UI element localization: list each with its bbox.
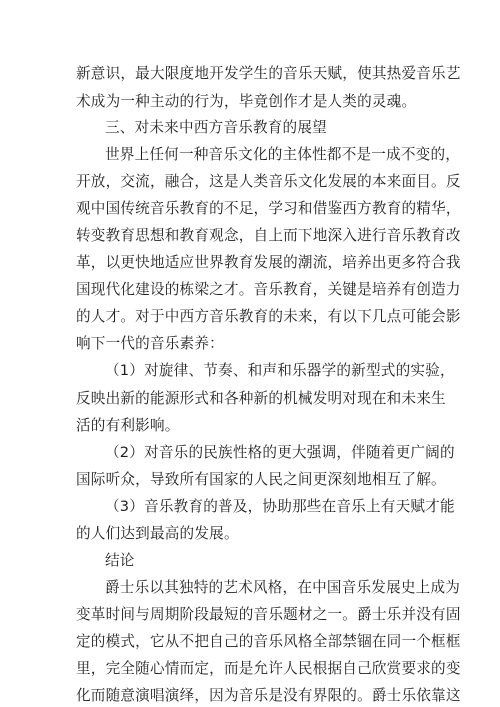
list-item-2: （2）对音乐的民族性格的更大强调，伴随着更广阔的 — [105, 444, 455, 461]
text-line: 爵士乐以其独特的艺术风格，在中国音乐发展史上成为 — [105, 579, 461, 596]
section-heading: 三、对未来中西方音乐教育的展望 — [105, 119, 327, 136]
text-line: 变革时间与周期阶段最短的音乐题材之一。爵士乐并没有固 — [76, 606, 461, 623]
list-item-1: （1）对旋律、节奏、和声和乐器学的新型式的实验， — [105, 362, 455, 379]
text-line: 转变教育思想和教育观念，自上而下地深入进行音乐教育改 — [76, 227, 461, 244]
text-line: 响下一代的音乐素养： — [76, 335, 224, 352]
text-line: 观中国传统音乐教育的不足，学习和借鉴西方教育的精华， — [76, 200, 461, 217]
text-line: 活的有利影响。 — [76, 417, 180, 434]
text-line: 革，以更快地适应世界教育发展的潮流，培养出更多符合我 — [76, 254, 461, 271]
text-line: 国际听众，导致所有国家的人民之间更深刻地相互了解。 — [76, 471, 446, 488]
section-heading: 结论 — [105, 552, 135, 569]
text-line: 的人们达到最高的发展。 — [76, 525, 239, 542]
text-line: 术成为一种主动的行为，毕竟创作才是人类的灵魂。 — [76, 93, 417, 110]
text-line: 的人才。对于中西方音乐教育的未来，有以下几点可能会影 — [76, 308, 461, 325]
text-line: 世界上任何一种音乐文化的主体性都不是一成不变的， — [105, 146, 461, 163]
text-line: 里，完全随心情而定，而是允许人民根据自己欣赏要求的变 — [76, 660, 461, 677]
text-line: 定的模式，它从不把自己的音乐风格全部禁锢在同一个框框 — [76, 633, 461, 650]
text-line: 反映出新的能源形式和各种新的机械发明对现在和未来生 — [76, 390, 446, 407]
list-item-3: （3）音乐教育的普及，协助那些在音乐上有天赋才能 — [105, 498, 455, 515]
text-line: 国现代化建设的栋梁之才。音乐教育，关键是培养有创造力 — [76, 281, 461, 298]
text-line: 开放，交流，融合，这是人类音乐文化发展的本来面目。反 — [76, 173, 461, 190]
text-line: 化而随意演唱演绎，因为音乐是没有界限的。爵士乐依靠这 — [76, 687, 461, 704]
text-line: 新意识，最大限度地开发学生的音乐天赋，使其热爱音乐艺 — [76, 65, 461, 82]
